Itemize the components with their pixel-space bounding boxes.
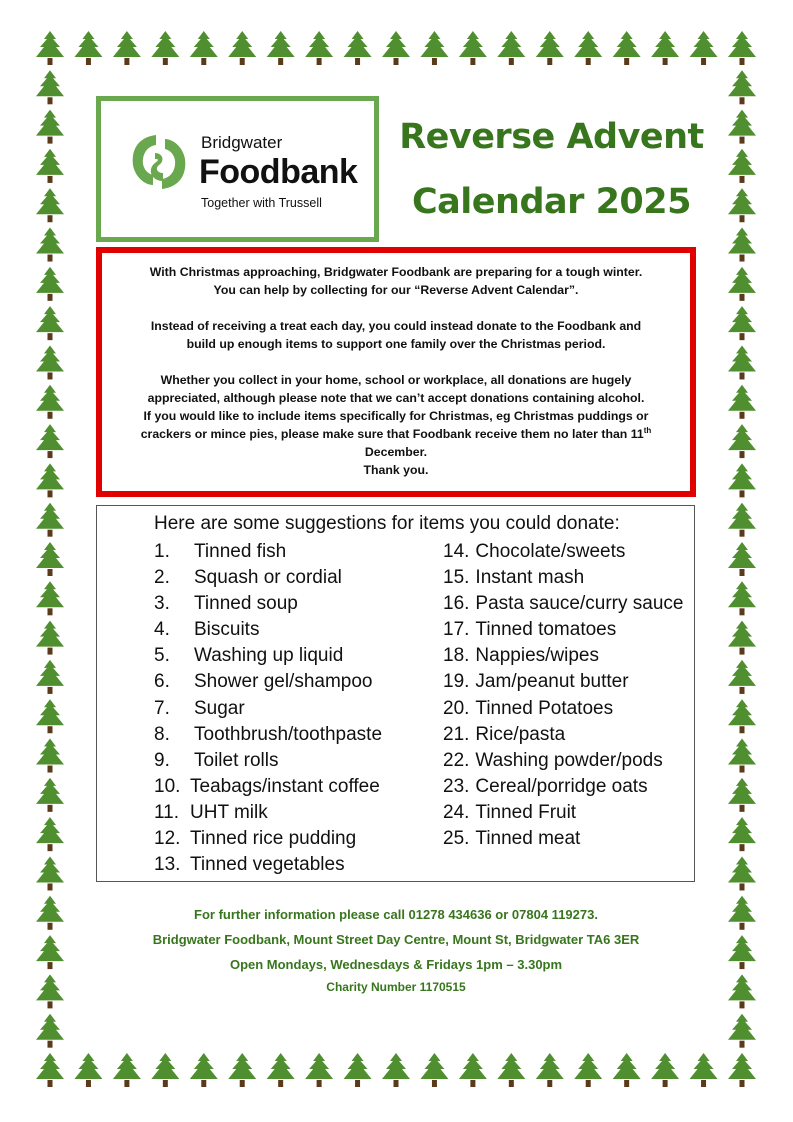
list-item-text: Sugar — [194, 697, 245, 719]
list-item-number: 25. — [443, 828, 470, 850]
list-item — [154, 722, 382, 748]
christmas-tree-icon — [36, 1053, 64, 1087]
list-item-number: 17. — [443, 619, 470, 641]
list-item-text: Teabags/instant coffee — [190, 775, 380, 797]
christmas-tree-icon — [113, 1053, 141, 1087]
christmas-tree-icon — [36, 228, 64, 262]
christmas-tree-icon — [728, 267, 756, 301]
list-item-text: Squash or cordial — [194, 567, 342, 589]
christmas-tree-icon — [36, 149, 64, 183]
christmas-tree-icon — [36, 856, 64, 890]
list-item-text: Toothbrush/toothpaste — [194, 723, 383, 745]
list-item-text: Washing up liquid — [194, 645, 344, 667]
list-item-text: Chocolate/sweets — [475, 541, 626, 562]
list-item — [443, 800, 683, 826]
foodbank-logo — [96, 96, 379, 242]
christmas-tree-icon — [728, 110, 756, 144]
list-item — [443, 826, 683, 852]
list-item — [154, 696, 382, 722]
christmas-tree-icon — [36, 817, 64, 851]
list-item — [154, 800, 382, 826]
list-item — [443, 539, 683, 565]
list-item — [443, 617, 683, 643]
list-item-number: 24. — [443, 801, 470, 823]
list-item-text: Toilet rolls — [194, 749, 279, 771]
list-item-number: 14. — [443, 541, 470, 562]
list-item — [443, 669, 683, 695]
list-item-number: 12. — [154, 828, 181, 850]
list-item — [154, 617, 382, 643]
christmas-tree-icon — [36, 1014, 64, 1048]
list-item — [443, 748, 683, 774]
list-item-number: 23. — [443, 775, 470, 797]
christmas-tree-icon — [728, 503, 756, 537]
christmas-tree-icon — [74, 31, 102, 65]
christmas-tree-icon — [651, 1053, 679, 1087]
christmas-tree-icon — [36, 699, 64, 733]
christmas-tree-icon — [728, 699, 756, 733]
christmas-tree-icon — [36, 424, 64, 458]
christmas-tree-icon — [36, 621, 64, 655]
list-item — [154, 669, 382, 695]
list-item-text: Tinned tomatoes — [475, 619, 617, 641]
christmas-tree-icon — [36, 31, 64, 65]
christmas-tree-icon — [36, 974, 64, 1008]
christmas-tree-icon — [267, 1053, 295, 1087]
christmas-tree-icon — [459, 1053, 487, 1087]
christmas-tree-icon — [728, 660, 756, 694]
list-item — [443, 565, 683, 591]
list-item-text: Tinned soup — [194, 593, 298, 615]
list-item — [443, 643, 683, 669]
list-item-text: Shower gel/shampoo — [194, 671, 373, 693]
footer-address: Bridgwater Foodbank, Mount Street Day Centre, Mount St, Bridgwater TA6 3ER — [152, 932, 640, 947]
intro-p3-line4 — [102, 425, 690, 443]
intro-box — [96, 247, 696, 497]
christmas-tree-icon — [190, 1053, 218, 1087]
christmas-tree-icon — [36, 503, 64, 537]
christmas-tree-icon — [382, 31, 410, 65]
list-item-number: 8. — [154, 723, 170, 745]
intro-p2-line2: build up enough items to support one family over the Christmas period. — [186, 337, 606, 351]
christmas-tree-icon — [728, 345, 756, 379]
intro-p3-line2: appreciated, although please note that we can’t accept donations containing alcohol. — [147, 391, 645, 405]
intro-p3-line4-text: crackers or mince pies, please make sure that Foodbank receive them no later than 11 — [140, 427, 644, 441]
suggestions-heading: Here are some suggestions for items you could donate: — [154, 513, 620, 534]
christmas-tree-icon — [728, 31, 756, 65]
list-item-text: Instant mash — [475, 567, 585, 589]
christmas-tree-icon — [728, 1014, 756, 1048]
christmas-tree-icon — [36, 385, 64, 419]
christmas-tree-icon — [536, 1053, 564, 1087]
list-item-number: 19. — [443, 671, 470, 693]
list-item — [154, 852, 382, 878]
page-title-line-2: Calendar 2025 — [412, 182, 691, 222]
christmas-tree-icon — [728, 856, 756, 890]
christmas-tree-icon — [228, 31, 256, 65]
foodbank-logo-icon — [129, 131, 189, 193]
christmas-tree-icon — [728, 739, 756, 773]
christmas-tree-icon — [651, 31, 679, 65]
christmas-tree-icon — [36, 660, 64, 694]
list-item-text: Tinned fish — [194, 541, 287, 562]
logo-name-big: Foodbank — [199, 153, 358, 191]
christmas-tree-icon — [36, 463, 64, 497]
list-item-text: Washing powder/pods — [475, 749, 663, 771]
christmas-tree-icon — [36, 345, 64, 379]
footer-hours: Open Mondays, Wednesdays & Fridays 1pm – 3.30pm — [229, 957, 563, 972]
list-item-text: Rice/pasta — [475, 723, 566, 745]
list-item-number: 21. — [443, 723, 470, 745]
list-item — [154, 591, 382, 617]
list-item-number: 10. — [154, 775, 181, 797]
footer-phone: For further information please call 01278 434636 or 07804 119273. — [194, 907, 598, 922]
list-item-text: Cereal/porridge oats — [475, 775, 648, 797]
christmas-tree-icon — [536, 31, 564, 65]
list-item-number: 11. — [154, 801, 180, 823]
christmas-tree-icon — [36, 306, 64, 340]
intro-p2-line1: Instead of receiving a treat each day, you could instead donate to the Foodbank and — [150, 319, 642, 333]
christmas-tree-icon — [382, 1053, 410, 1087]
christmas-tree-icon — [113, 31, 141, 65]
christmas-tree-icon — [613, 31, 641, 65]
intro-p1-line1: With Christmas approaching, Bridgwater Foodbank are preparing for a tough winter. — [149, 265, 643, 279]
christmas-tree-icon — [344, 1053, 372, 1087]
footer-charity-number: Charity Number 1170515 — [326, 980, 466, 994]
christmas-tree-icon — [690, 31, 718, 65]
intro-p3-line1: Whether you collect in your home, school or workplace, all donations are hugely — [160, 373, 632, 387]
christmas-tree-icon — [36, 188, 64, 222]
intro-p3-line3: If you would like to include items specifically for Christmas, eg Christmas puddings or — [143, 409, 649, 423]
list-item-number: 7. — [154, 697, 170, 719]
list-item-number: 16. — [443, 593, 470, 615]
christmas-tree-icon — [728, 581, 756, 615]
list-item-text: Tinned rice pudding — [190, 828, 357, 850]
christmas-tree-icon — [728, 70, 756, 104]
christmas-tree-icon — [728, 817, 756, 851]
christmas-tree-icon — [36, 935, 64, 969]
list-item — [154, 539, 382, 565]
christmas-tree-icon — [151, 1053, 179, 1087]
christmas-tree-icon — [728, 463, 756, 497]
christmas-tree-icon — [36, 896, 64, 930]
list-item-number: 15. — [443, 567, 470, 589]
suggestions-right-column — [443, 539, 683, 852]
list-item-number: 18. — [443, 645, 470, 667]
christmas-tree-icon — [459, 31, 487, 65]
christmas-tree-icon — [420, 1053, 448, 1087]
list-item-number: 13. — [154, 854, 181, 876]
intro-thanks: Thank you. — [363, 463, 429, 477]
suggestions-left-column — [154, 539, 382, 878]
logo-tagline: Together with Trussell — [201, 196, 322, 210]
list-item-number: 3. — [154, 593, 170, 615]
christmas-tree-icon — [305, 31, 333, 65]
christmas-tree-icon — [305, 1053, 333, 1087]
christmas-tree-icon — [36, 70, 64, 104]
list-item-text: Biscuits — [194, 619, 260, 641]
christmas-tree-icon — [267, 31, 295, 65]
list-item-text: UHT milk — [190, 801, 268, 823]
list-item-text: Tinned Fruit — [475, 801, 577, 823]
list-item — [443, 722, 683, 748]
list-item — [154, 774, 382, 800]
christmas-tree-icon — [690, 1053, 718, 1087]
intro-p3-line5: December. — [364, 445, 428, 459]
list-item — [154, 643, 382, 669]
list-item-text: Pasta sauce/curry sauce — [475, 593, 684, 615]
christmas-tree-icon — [728, 621, 756, 655]
christmas-tree-icon — [36, 267, 64, 301]
christmas-tree-icon — [728, 974, 756, 1008]
christmas-tree-icon — [728, 228, 756, 262]
intro-p3-superscript: th — [643, 425, 652, 435]
christmas-tree-icon — [574, 1053, 602, 1087]
suggestions-box — [96, 505, 695, 882]
list-item — [154, 565, 382, 591]
list-item — [154, 748, 382, 774]
list-item — [443, 591, 683, 617]
christmas-tree-icon — [728, 424, 756, 458]
christmas-tree-icon — [728, 385, 756, 419]
list-item-number: 9. — [154, 749, 170, 771]
christmas-tree-icon — [728, 188, 756, 222]
list-item-number: 5. — [154, 645, 170, 667]
christmas-tree-icon — [36, 739, 64, 773]
christmas-tree-icon — [613, 1053, 641, 1087]
christmas-tree-icon — [36, 542, 64, 576]
christmas-tree-icon — [497, 31, 525, 65]
list-item — [443, 696, 683, 722]
list-item-text: Tinned vegetables — [190, 854, 345, 876]
christmas-tree-icon — [728, 896, 756, 930]
logo-name-small: Bridgwater — [201, 133, 283, 152]
christmas-tree-icon — [728, 935, 756, 969]
christmas-tree-icon — [420, 31, 448, 65]
list-item-number: 1. — [154, 541, 170, 562]
christmas-tree-icon — [728, 542, 756, 576]
christmas-tree-icon — [36, 778, 64, 812]
christmas-tree-icon — [151, 31, 179, 65]
christmas-tree-icon — [36, 581, 64, 615]
christmas-tree-icon — [74, 1053, 102, 1087]
list-item-number: 20. — [443, 697, 470, 719]
list-item-number: 6. — [154, 671, 170, 693]
christmas-tree-icon — [728, 1053, 756, 1087]
list-item-text: Tinned Potatoes — [475, 697, 614, 719]
list-item-text: Nappies/wipes — [475, 645, 599, 667]
christmas-tree-icon — [344, 31, 372, 65]
list-item — [443, 774, 683, 800]
list-item-number: 22. — [443, 749, 470, 771]
christmas-tree-icon — [728, 149, 756, 183]
christmas-tree-icon — [574, 31, 602, 65]
intro-p1-line2: You can help by collecting for our “Reverse Advent Calendar”. — [213, 283, 579, 297]
christmas-tree-icon — [36, 110, 64, 144]
christmas-tree-icon — [228, 1053, 256, 1087]
list-item — [154, 826, 382, 852]
list-item-number: 2. — [154, 567, 170, 589]
list-item-number: 4. — [154, 619, 170, 641]
list-item-text: Tinned meat — [475, 828, 581, 850]
page-title-line-1: Reverse Advent — [399, 117, 704, 157]
christmas-tree-icon — [728, 778, 756, 812]
christmas-tree-icon — [497, 1053, 525, 1087]
list-item-text: Jam/peanut butter — [475, 671, 629, 693]
christmas-tree-icon — [728, 306, 756, 340]
christmas-tree-icon — [190, 31, 218, 65]
